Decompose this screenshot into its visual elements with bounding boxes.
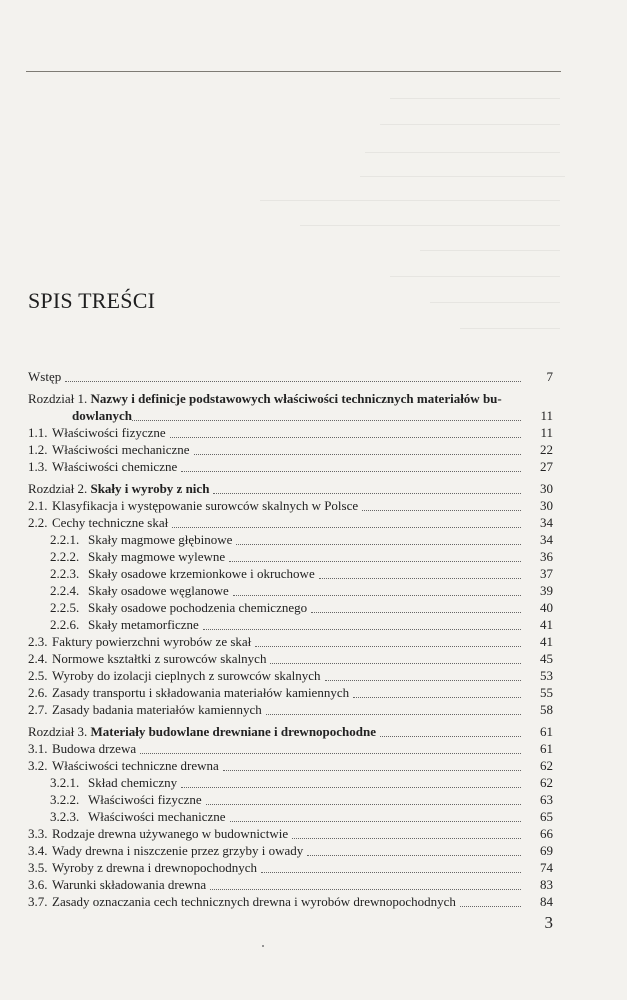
toc-page-number: 40 bbox=[540, 600, 553, 615]
toc-page-number: 45 bbox=[540, 651, 553, 666]
toc-subsection-number: 2.2.6. bbox=[50, 617, 80, 632]
dot-leader bbox=[65, 380, 521, 382]
dot-leader bbox=[319, 577, 521, 579]
toc-subsection-entry bbox=[28, 582, 553, 599]
dot-leader bbox=[213, 492, 521, 494]
toc-subsection-number: 2.2.1. bbox=[50, 532, 80, 547]
toc-page-number: 41 bbox=[540, 617, 553, 632]
toc-section-number: 2.3. bbox=[28, 634, 48, 649]
dot-leader bbox=[170, 436, 521, 438]
toc-section-label: Rodzaje drewna używanego w budownictwie bbox=[52, 826, 289, 841]
toc-section-number: 2.7. bbox=[28, 702, 48, 717]
toc-section-entry bbox=[28, 458, 553, 475]
toc-section-entry bbox=[28, 859, 553, 876]
toc-section-entry bbox=[28, 893, 553, 910]
print-mark bbox=[262, 945, 264, 947]
toc-page-number: 62 bbox=[540, 758, 553, 773]
toc-page-number: 65 bbox=[540, 809, 553, 824]
toc-page-number: 61 bbox=[540, 724, 553, 739]
toc-section-entry bbox=[28, 424, 553, 441]
dot-leader bbox=[210, 888, 521, 890]
toc-page-number: 39 bbox=[540, 583, 553, 598]
toc-section-number: 3.3. bbox=[28, 826, 48, 841]
toc-page-number: 37 bbox=[540, 566, 553, 581]
toc-page-number: 66 bbox=[540, 826, 553, 841]
toc-subsection-entry bbox=[28, 774, 553, 791]
dot-leader bbox=[460, 905, 521, 907]
top-rule bbox=[26, 71, 561, 72]
toc-entry-label: Wstęp bbox=[28, 369, 62, 384]
dot-leader bbox=[292, 837, 521, 839]
toc-section-number: 3.4. bbox=[28, 843, 48, 858]
toc-subsection-number: 2.2.5. bbox=[50, 600, 80, 615]
toc-section-label: Właściwości chemiczne bbox=[52, 459, 178, 474]
toc-page-number: 11 bbox=[540, 408, 553, 423]
toc-page-number: 84 bbox=[540, 894, 553, 909]
toc-section-number: 2.6. bbox=[28, 685, 48, 700]
toc-subsection-number: 2.2.3. bbox=[50, 566, 80, 581]
toc-page-number: 27 bbox=[540, 459, 553, 474]
dot-leader bbox=[362, 509, 521, 511]
toc-chapter-number: Rozdział 2. bbox=[28, 481, 88, 496]
toc-section-label: Wyroby do izolacji cieplnych z surowców skalnych bbox=[52, 668, 321, 683]
toc-page-number: 62 bbox=[540, 775, 553, 790]
dot-leader bbox=[261, 871, 521, 873]
toc-page-number: 69 bbox=[540, 843, 553, 858]
toc-subsection-number: 2.2.2. bbox=[50, 549, 80, 564]
toc-page-number: 55 bbox=[540, 685, 553, 700]
toc-subsection-label: Skały metamorficzne bbox=[88, 617, 199, 632]
toc-section-label: Faktury powierzchni wyrobów ze skał bbox=[52, 634, 252, 649]
toc-subsection-label: Skały magmowe wylewne bbox=[88, 549, 226, 564]
toc-subsection-label: Właściwości fizyczne bbox=[88, 792, 202, 807]
toc-subsection-label: Skały magmowe głębinowe bbox=[88, 532, 233, 547]
dot-leader bbox=[172, 526, 521, 528]
dot-leader bbox=[229, 560, 521, 562]
toc-subsection-number: 3.2.2. bbox=[50, 792, 80, 807]
toc-chapter-number: Rozdział 1. bbox=[28, 391, 88, 406]
toc-page-number: 34 bbox=[540, 515, 553, 530]
dot-leader bbox=[311, 611, 521, 613]
toc-page-number: 83 bbox=[540, 877, 553, 892]
toc-section-number: 1.2. bbox=[28, 442, 48, 457]
dot-leader bbox=[236, 543, 521, 545]
toc-page-number: 30 bbox=[540, 481, 553, 496]
toc-section-label: Zasady transportu i składowania materiałów kamiennych bbox=[52, 685, 350, 700]
dot-leader bbox=[307, 854, 521, 856]
toc-subsection-label: Skały osadowe pochodzenia chemicznego bbox=[88, 600, 308, 615]
toc-subsection-entry bbox=[28, 531, 553, 548]
page-number: 3 bbox=[544, 913, 553, 932]
toc-chapter-heading bbox=[28, 723, 380, 740]
toc-chapter-entry bbox=[28, 390, 553, 424]
toc-subsection-entry bbox=[28, 599, 553, 616]
toc-section-entry bbox=[28, 650, 553, 667]
toc-subsection-number: 3.2.3. bbox=[50, 809, 80, 824]
toc-section-number: 3.6. bbox=[28, 877, 48, 892]
toc-page-number: 63 bbox=[540, 792, 553, 807]
toc-section-entry bbox=[28, 757, 553, 774]
toc-section-label: Zasady oznaczania cech technicznych drewna i wyrobów drewnopochodnych bbox=[52, 894, 456, 909]
dot-leader bbox=[233, 594, 521, 596]
dot-leader bbox=[181, 470, 521, 472]
toc-page-number: 74 bbox=[540, 860, 553, 875]
toc-page-number: 41 bbox=[540, 634, 553, 649]
toc-section-label: Klasyfikacja i występowanie surowców skalnych w Polsce bbox=[52, 498, 359, 513]
toc-page-number: 53 bbox=[540, 668, 553, 683]
dot-leader bbox=[353, 696, 521, 698]
toc-section-label: Warunki składowania drewna bbox=[52, 877, 207, 892]
dot-leader bbox=[203, 628, 521, 630]
toc-page-number: 58 bbox=[540, 702, 553, 717]
dot-leader bbox=[206, 803, 521, 805]
toc-page-number: 34 bbox=[540, 532, 553, 547]
dot-leader bbox=[266, 713, 521, 715]
toc-subsection-label: Skały osadowe krzemionkowe i okruchowe bbox=[88, 566, 315, 581]
toc-subsection-label: Właściwości mechaniczne bbox=[88, 809, 226, 824]
dot-leader bbox=[380, 735, 521, 737]
dot-leader bbox=[132, 419, 521, 421]
toc-section-label: Właściwości techniczne drewna bbox=[52, 758, 219, 773]
toc-section-label: Normowe kształtki z surowców skalnych bbox=[52, 651, 267, 666]
toc-subsection-entry bbox=[28, 791, 553, 808]
toc-section-label: Zasady badania materiałów kamiennych bbox=[52, 702, 262, 717]
table-of-contents bbox=[28, 368, 553, 910]
toc-subsection-number: 2.2.4. bbox=[50, 583, 80, 598]
toc-section-entry bbox=[28, 684, 553, 701]
toc-chapter-title-continuation: dowlanych bbox=[72, 408, 132, 423]
toc-subsection-label: Skały osadowe węglanowe bbox=[88, 583, 229, 598]
dot-leader bbox=[223, 769, 521, 771]
toc-section-label: Właściwości fizyczne bbox=[52, 425, 166, 440]
toc-section-number: 3.7. bbox=[28, 894, 48, 909]
toc-subsection-entry bbox=[28, 548, 553, 565]
toc-chapter-text bbox=[28, 390, 553, 424]
toc-chapter-entry bbox=[28, 723, 553, 740]
toc-section-entry bbox=[28, 633, 553, 650]
toc-section-number: 2.2. bbox=[28, 515, 48, 530]
toc-chapter-title: Nazwy i definicje podstawowych właściwości technicznych materiałów bu- bbox=[90, 391, 502, 406]
toc-section-label: Wyroby z drewna i drewnopochodnych bbox=[52, 860, 257, 875]
toc-section-entry bbox=[28, 740, 553, 757]
dot-leader bbox=[270, 662, 521, 664]
toc-subsection-entry bbox=[28, 565, 553, 582]
toc-chapter-heading bbox=[28, 480, 213, 497]
toc-section-entry bbox=[28, 441, 553, 458]
dot-leader bbox=[194, 453, 521, 455]
toc-chapter-number: Rozdział 3. bbox=[28, 724, 88, 739]
toc-section-number: 2.1. bbox=[28, 498, 48, 513]
toc-section-number: 3.5. bbox=[28, 860, 48, 875]
toc-page-number: 11 bbox=[540, 425, 553, 440]
toc-chapter-entry bbox=[28, 480, 553, 497]
toc-section-label: Właściwości mechaniczne bbox=[52, 442, 190, 457]
toc-section-number: 2.5. bbox=[28, 668, 48, 683]
dot-leader bbox=[140, 752, 521, 754]
toc-page-number: 61 bbox=[540, 741, 553, 756]
toc-section-label: Cechy techniczne skał bbox=[52, 515, 169, 530]
dot-leader bbox=[230, 820, 521, 822]
page-title: SPIS TREŚCI bbox=[28, 288, 156, 313]
toc-subsection-number: 3.2.1. bbox=[50, 775, 80, 790]
toc-section-entry bbox=[28, 825, 553, 842]
toc-section-entry bbox=[28, 514, 553, 531]
dot-leader bbox=[325, 679, 521, 681]
toc-section-label: Wady drewna i niszczenie przez grzyby i owady bbox=[52, 843, 304, 858]
toc-section-number: 3.2. bbox=[28, 758, 48, 773]
show-through-text bbox=[0, 80, 627, 380]
toc-section-number: 1.1. bbox=[28, 425, 48, 440]
toc-section-entry bbox=[28, 842, 553, 859]
toc-section-number: 2.4. bbox=[28, 651, 48, 666]
toc-section-entry bbox=[28, 876, 553, 893]
toc-section-label: Budowa drzewa bbox=[52, 741, 137, 756]
toc-entry bbox=[28, 368, 553, 385]
toc-section-number: 3.1. bbox=[28, 741, 48, 756]
toc-page-number: 36 bbox=[540, 549, 553, 564]
toc-section-entry bbox=[28, 667, 553, 684]
toc-chapter-title: Materiały budowlane drewniane i drewnopochodne bbox=[90, 724, 377, 739]
toc-section-entry bbox=[28, 497, 553, 514]
dot-leader bbox=[181, 786, 521, 788]
toc-page-number: 30 bbox=[540, 498, 553, 513]
toc-section-entry bbox=[28, 701, 553, 718]
toc-subsection-entry bbox=[28, 808, 553, 825]
toc-subsection-entry bbox=[28, 616, 553, 633]
dot-leader bbox=[255, 645, 521, 647]
toc-section-number: 1.3. bbox=[28, 459, 48, 474]
toc-chapter-title: Skały i wyroby z nich bbox=[90, 481, 210, 496]
toc-subsection-label: Skład chemiczny bbox=[88, 775, 178, 790]
toc-page-number: 7 bbox=[546, 369, 553, 384]
toc-page-number: 22 bbox=[540, 442, 553, 457]
